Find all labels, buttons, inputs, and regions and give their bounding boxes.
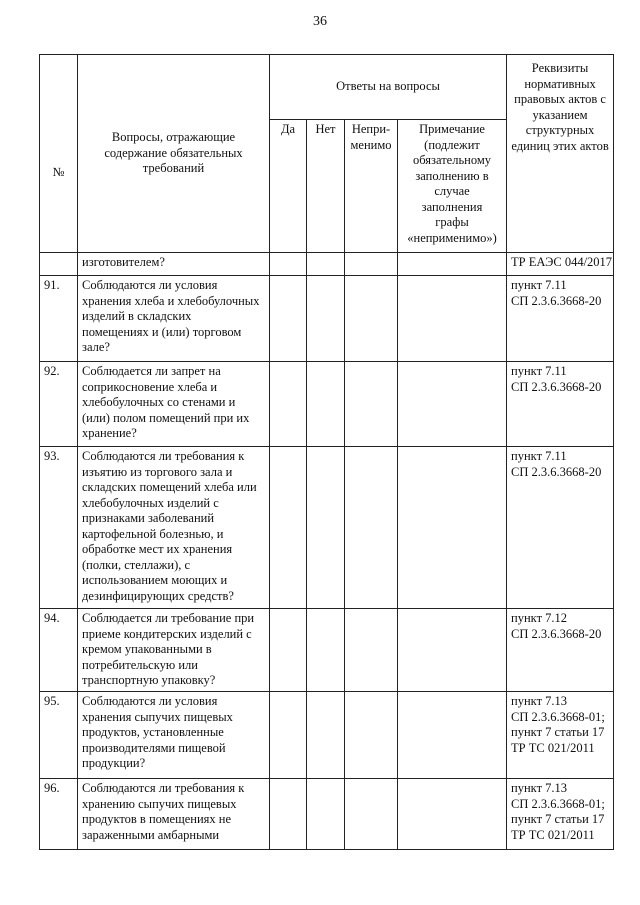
header-answers-group — [270, 55, 507, 120]
question-line: продуктов, установленные — [82, 725, 224, 739]
answer-yes-cell — [270, 253, 307, 276]
answer-yes-cell — [270, 692, 307, 779]
question-line: помещениях и (или) торговом — [82, 324, 242, 339]
row-requisites — [507, 447, 614, 609]
row-requisites — [507, 609, 614, 692]
table-row — [40, 692, 614, 779]
header-note-line: заполнению в — [415, 168, 489, 183]
header-question — [78, 55, 270, 253]
row-question — [78, 253, 270, 276]
requisite-line: СП 2.3.6.3668-20 — [511, 464, 602, 479]
row-question — [78, 609, 270, 692]
answer-yes-cell — [270, 362, 307, 447]
question-line: Соблюдаются ли требования к — [82, 781, 245, 795]
note-cell — [398, 362, 507, 447]
question-line: хлебобулочных изделий с — [82, 495, 219, 510]
answer-yes-cell — [270, 779, 307, 850]
checklist-body — [40, 253, 614, 850]
question-line: кремом упакованными в — [82, 642, 212, 656]
table-row — [40, 276, 614, 362]
header-yes-label: Да — [280, 122, 296, 136]
requisite-line: пункт 7.12 — [511, 611, 568, 625]
header-not-applicable — [345, 120, 398, 253]
question-line: обработке мест их хранения — [82, 542, 233, 556]
requisite-line: ТР ТС 021/2011 — [511, 740, 595, 755]
header-answers-label: Ответы на вопросы — [336, 79, 440, 94]
header-note — [398, 120, 507, 253]
header-requisites-line: нормативных — [524, 76, 596, 91]
note-cell — [398, 692, 507, 779]
question-line: хранения хлеба и хлебобулочных — [82, 293, 260, 308]
answer-no-cell — [307, 362, 345, 447]
question-line: приеме кондитерских изделий с — [82, 626, 252, 641]
question-line: картофельной болезнью, и — [82, 526, 224, 541]
requisite-line: пункт 7 статьи 17 — [511, 812, 605, 826]
header-note-line: обязательному — [413, 153, 492, 167]
row-number: 92. — [40, 362, 78, 447]
header-note-line: заполнения — [421, 199, 483, 214]
header-number — [40, 55, 78, 253]
header-no — [307, 120, 345, 253]
question-line: Соблюдаются ли условия — [82, 278, 218, 292]
header-note-line: Примечание — [419, 122, 485, 136]
header-requisites — [507, 55, 614, 253]
question-line: использованием моющих и — [82, 573, 228, 587]
requisite-line: ТР ТС 021/2011 — [511, 827, 595, 842]
question-line: складских помещений хлеба или — [82, 480, 257, 494]
page-number: 36 — [313, 14, 327, 29]
header-question-line: требований — [142, 161, 205, 176]
answer-yes-cell — [270, 447, 307, 609]
header-na-line: менимо — [350, 137, 392, 152]
note-cell — [398, 447, 507, 609]
checklist-table — [39, 54, 614, 850]
requisite-line: пункт 7 статьи 17 — [511, 725, 605, 739]
header-question-line: содержание обязательных — [104, 145, 243, 160]
answer-no-cell — [307, 692, 345, 779]
header-requisites-line: правовых актов с — [514, 92, 606, 106]
row-number: 95. — [40, 692, 78, 779]
question-line: хлебобулочных со стенами и — [82, 395, 236, 409]
header-requisites-line: указанием — [532, 107, 588, 122]
header-number-label: № — [52, 164, 65, 179]
header-note-line: «неприменимо») — [407, 230, 497, 245]
answer-na-cell — [345, 609, 398, 692]
note-cell — [398, 609, 507, 692]
requisite-line: пункт 7.13 — [511, 781, 568, 795]
question-line: зале? — [82, 340, 110, 354]
row-requisites — [507, 276, 614, 362]
answer-na-cell — [345, 253, 398, 276]
question-line: зараженными амбарными — [82, 827, 220, 842]
answer-no-cell — [307, 447, 345, 609]
question-line: продуктов в помещениях не — [82, 812, 232, 826]
question-line: транспортную упаковку? — [82, 673, 216, 687]
question-line: Соблюдается ли запрет на — [82, 364, 221, 378]
requisite-line: ТР ЕАЭС 044/2017 — [511, 255, 613, 269]
question-line: изделий в складских — [82, 309, 192, 323]
question-line: производителями пищевой — [82, 740, 226, 755]
row-question — [78, 276, 270, 362]
table-row — [40, 609, 614, 692]
answer-na-cell — [345, 692, 398, 779]
requisite-line: СП 2.3.6.3668-20 — [511, 293, 602, 308]
answer-na-cell — [345, 447, 398, 609]
row-number: 96. — [40, 779, 78, 850]
answer-na-cell — [345, 362, 398, 447]
answer-no-cell — [307, 609, 345, 692]
note-cell — [398, 276, 507, 362]
question-line: хранению сыпучих пищевых — [82, 796, 237, 811]
table-row — [40, 253, 614, 276]
answer-na-cell — [345, 276, 398, 362]
question-line: изготовителем? — [82, 255, 165, 269]
row-question — [78, 779, 270, 850]
requisite-line: пункт 7.11 — [511, 449, 567, 463]
row-requisites — [507, 362, 614, 447]
requisite-line: СП 2.3.6.3668-01; — [511, 796, 605, 811]
header-no-label: Нет — [315, 122, 336, 136]
row-number: 93. — [40, 447, 78, 609]
note-cell — [398, 779, 507, 850]
row-requisites — [507, 253, 614, 276]
header-requisites-line: Реквизиты — [531, 61, 589, 75]
requisite-line: пункт 7.11 — [511, 364, 567, 378]
question-line: хранения сыпучих пищевых — [82, 709, 233, 724]
question-line: соприкосновение хлеба и — [82, 379, 218, 394]
requisite-line: СП 2.3.6.3668-20 — [511, 626, 602, 641]
table-row — [40, 447, 614, 609]
question-line: продукции? — [82, 756, 146, 770]
header-question-line: Вопросы, отражающие — [111, 130, 236, 145]
answer-na-cell — [345, 779, 398, 850]
note-cell — [398, 253, 507, 276]
question-line: потребительскую или — [82, 657, 198, 672]
question-line: Соблюдаются ли условия — [82, 694, 218, 708]
question-line: Соблюдаются ли требования к — [82, 449, 245, 463]
header-requisites-line: единиц этих актов — [511, 138, 609, 153]
row-number: 91. — [40, 276, 78, 362]
header-yes — [270, 120, 307, 253]
requisite-line: СП 2.3.6.3668-20 — [511, 379, 602, 394]
row-question — [78, 447, 270, 609]
requisite-line: СП 2.3.6.3668-01; — [511, 709, 605, 724]
table-row — [40, 779, 614, 850]
header-note-line: графы — [435, 215, 469, 229]
table-row — [40, 362, 614, 447]
row-question — [78, 692, 270, 779]
row-number: 94. — [40, 609, 78, 692]
question-line: (или) полом помещений при их — [82, 410, 250, 425]
header-note-line: случае — [434, 184, 470, 198]
question-line: Соблюдается ли требование при — [82, 611, 255, 625]
question-line: хранение? — [82, 426, 137, 440]
header-note-line: (подлежит — [424, 137, 480, 152]
question-line: (полки, стеллажи), с — [82, 557, 191, 572]
row-requisites — [507, 779, 614, 850]
question-line: изъятию из торгового зала и — [82, 464, 233, 479]
question-line: дезинфицирующих средств? — [82, 588, 234, 603]
row-requisites — [507, 692, 614, 779]
row-question — [78, 362, 270, 447]
header-requisites-line: структурных — [525, 123, 595, 137]
answer-yes-cell — [270, 609, 307, 692]
answer-no-cell — [307, 779, 345, 850]
header-na-line: Непри- — [351, 122, 391, 136]
requisite-line: пункт 7.11 — [511, 278, 567, 292]
requisite-line: пункт 7.13 — [511, 694, 568, 708]
question-line: признаками заболеваний — [82, 511, 215, 525]
answer-no-cell — [307, 253, 345, 276]
answer-no-cell — [307, 276, 345, 362]
row-number — [40, 253, 78, 276]
answer-yes-cell — [270, 276, 307, 362]
